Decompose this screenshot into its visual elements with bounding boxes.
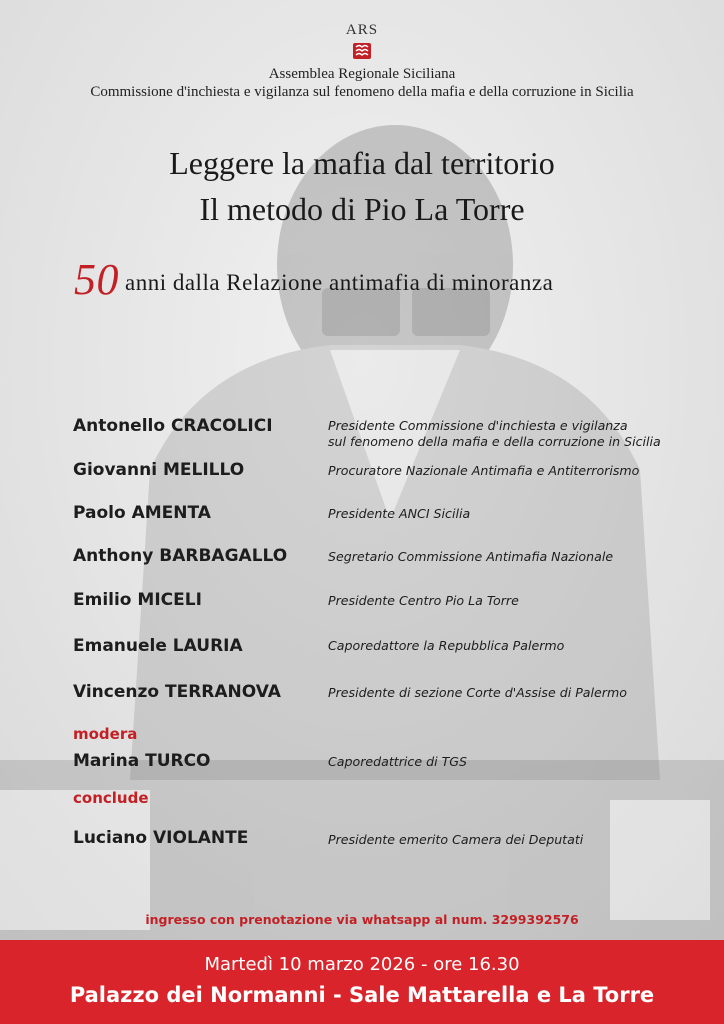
ars-logo-icon — [353, 43, 371, 59]
closing-name: Luciano VIOLANTE — [73, 828, 249, 848]
closing-role: Presidente emerito Camera dei Deputati — [328, 832, 584, 847]
anniversary-line — [74, 254, 553, 305]
speaker-name: Vincenzo TERRANOVA — [73, 682, 281, 702]
speaker-name: Antonello CRACOLICI — [73, 416, 273, 436]
commission-name: Commissione d'inchiesta e vigilanza sul fenomeno della mafia e della corruzione in Sicilia — [90, 84, 634, 100]
booking-info: ingresso con prenotazione via whatsapp al num. 3299392576 — [145, 912, 579, 927]
speaker-role: Procuratore Nazionale Antimafia e Antiterrorismo — [328, 463, 640, 478]
org-name: Assemblea Regionale Siciliana — [268, 66, 456, 82]
speaker-name: Emilio MICELI — [73, 590, 202, 610]
speaker-name: Paolo AMENTA — [73, 503, 211, 523]
speaker-name: Anthony BARBAGALLO — [73, 546, 288, 566]
speaker-name: Giovanni MELILLO — [73, 460, 245, 480]
anniversary-number: 50 — [74, 255, 119, 304]
speaker-role: Presidente di sezione Corte d'Assise di Palermo — [328, 685, 627, 700]
speaker-role-line: sul fenomeno della mafia e della corruzione in Sicilia — [328, 434, 661, 449]
speaker-role-line: Presidente Commissione d'inchiesta e vigilanza — [328, 418, 628, 433]
speaker-role: Presidente Centro Pio La Torre — [328, 593, 519, 608]
event-footer — [0, 940, 724, 1024]
speaker-role: Segretario Commissione Antimafia Nazionale — [328, 549, 614, 564]
speaker-role: Presidente ANCI Sicilia — [328, 506, 471, 521]
anniversary-text: anni dalla Relazione antimafia di minoranza — [125, 270, 554, 295]
closing-label: conclude — [73, 789, 149, 807]
event-venue: Palazzo dei Normanni - Sale Mattarella e La Torre — [69, 983, 655, 1007]
ars-label: ARS — [345, 22, 379, 38]
moderator-name: Marina TURCO — [73, 751, 211, 771]
title-line-2: Il metodo di Pio La Torre — [199, 191, 525, 227]
header — [0, 22, 724, 101]
moderator-label: modera — [73, 725, 138, 743]
event-date-time: Martedì 10 marzo 2026 - ore 16.30 — [204, 954, 520, 975]
moderator-role: Caporedattrice di TGS — [328, 754, 468, 769]
speaker-role: Caporedattore la Repubblica Palermo — [328, 638, 565, 653]
speaker-name: Emanuele LAURIA — [73, 636, 243, 656]
title-line-1: Leggere la mafia dal territorio — [169, 145, 555, 181]
title-block — [0, 140, 724, 232]
speaker-role — [328, 418, 661, 450]
